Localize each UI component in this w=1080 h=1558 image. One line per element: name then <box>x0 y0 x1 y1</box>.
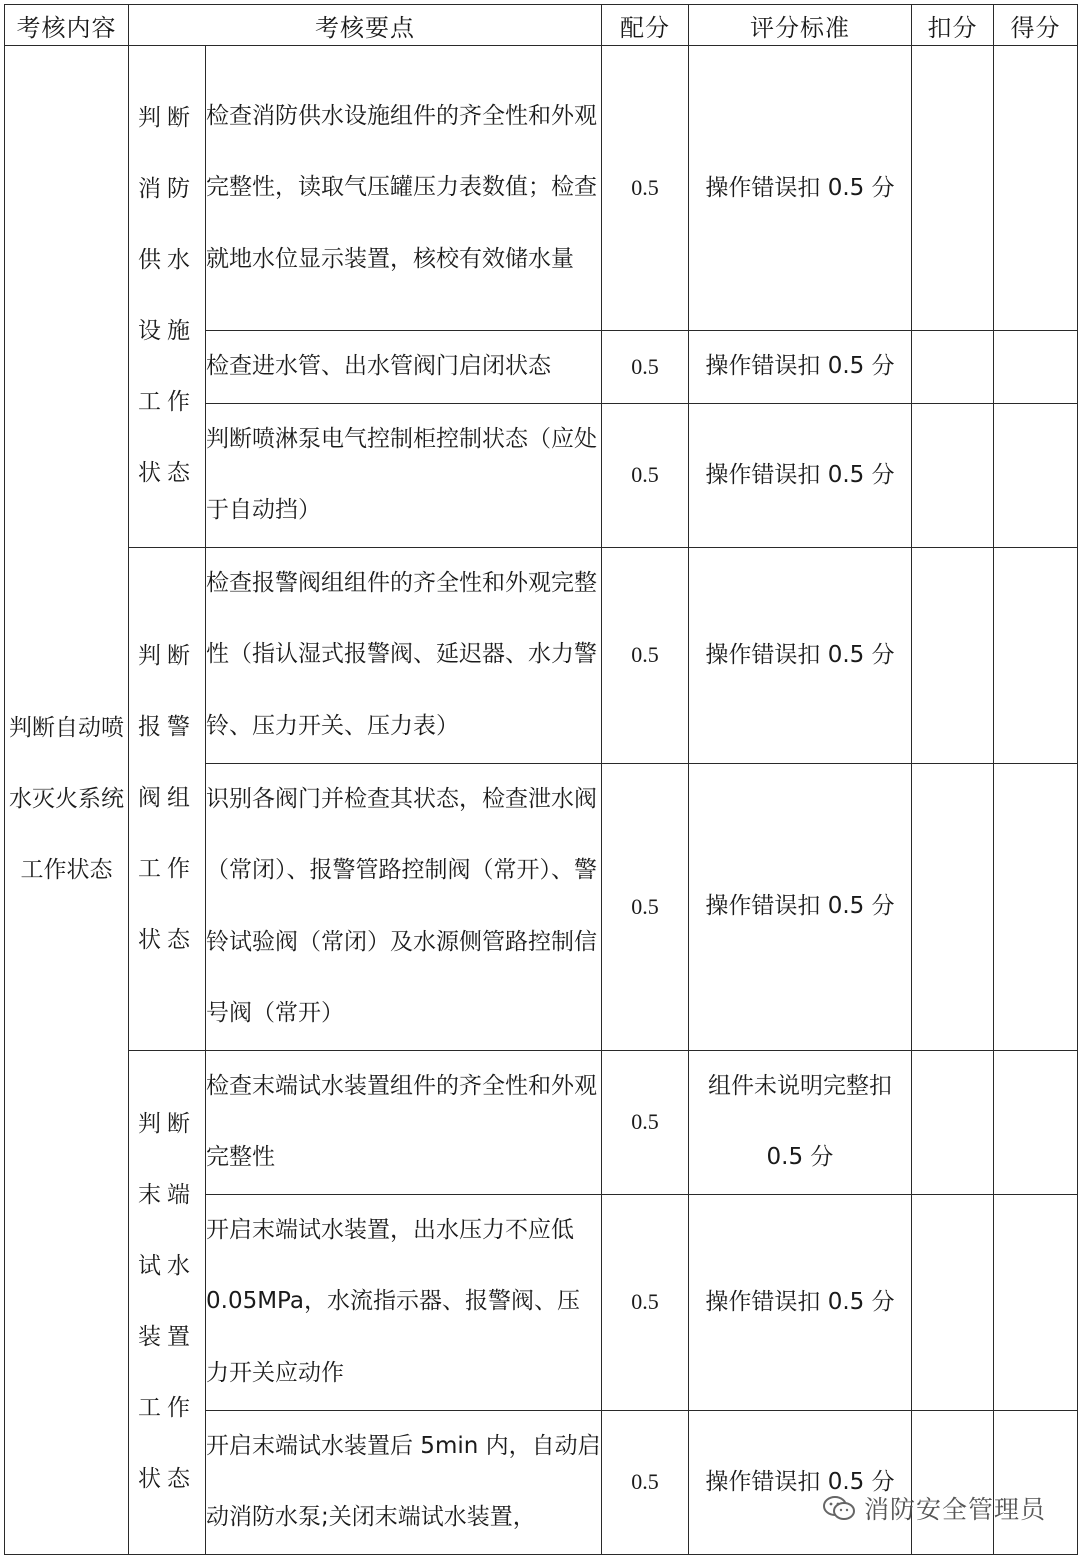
header-score: 配分 <box>602 5 689 46</box>
header-criteria: 评分标准 <box>689 5 912 46</box>
deduct-cell <box>912 1410 994 1554</box>
earned-cell <box>994 331 1078 404</box>
earned-cell <box>994 1194 1078 1410</box>
group-title: 判断消防供水设施工作状态 <box>129 46 206 548</box>
point-cell: 检查末端试水装置组件的齐全性和外观完整性 <box>206 1050 602 1194</box>
header-earned: 得分 <box>994 5 1078 46</box>
point-cell: 开启末端试水装置，出水压力不应低 0.05MPa，水流指示器、报警阀、压力开关应动作 <box>206 1194 602 1410</box>
table-row <box>5 547 1078 763</box>
deduct-cell <box>912 1194 994 1410</box>
point-cell: 识别各阀门并检查其状态，检查泄水阀（常闭）、报警管路控制阀（常开）、警铃试验阀（常闭）及水源侧管路控制信号阀（常开） <box>206 763 602 1050</box>
header-points: 考核要点 <box>129 5 602 46</box>
criteria-cell: 操作错误扣 0.5 分 <box>689 547 912 763</box>
point-cell: 检查报警阀组组件的齐全性和外观完整性（指认湿式报警阀、延迟器、水力警铃、压力开关、压力表） <box>206 547 602 763</box>
deduct-cell <box>912 547 994 763</box>
criteria-cell: 操作错误扣 0.5 分 <box>689 1194 912 1410</box>
table-row <box>5 1050 1078 1194</box>
earned-cell <box>994 403 1078 547</box>
score-cell: 0.5 <box>602 1050 689 1194</box>
assessment-table <box>4 4 1078 1555</box>
header-deduct: 扣分 <box>912 5 994 46</box>
earned-cell <box>994 763 1078 1050</box>
criteria-cell: 操作错误扣 0.5 分 <box>689 403 912 547</box>
deduct-cell <box>912 331 994 404</box>
point-cell: 判断喷淋泵电气控制柜控制状态（应处于自动挡） <box>206 403 602 547</box>
header-content: 考核内容 <box>5 5 129 46</box>
earned-cell <box>994 547 1078 763</box>
criteria-cell: 操作错误扣 0.5 分 <box>689 331 912 404</box>
deduct-cell <box>912 763 994 1050</box>
point-cell: 检查消防供水设施组件的齐全性和外观完整性，读取气压罐压力表数值；检查就地水位显示装置，核校有效储水量 <box>206 46 602 331</box>
score-cell: 0.5 <box>602 763 689 1050</box>
criteria-cell: 组件未说明完整扣 0.5 分 <box>689 1050 912 1194</box>
deduct-cell <box>912 1050 994 1194</box>
score-cell: 0.5 <box>602 1194 689 1410</box>
score-cell: 0.5 <box>602 331 689 404</box>
criteria-cell: 操作错误扣 0.5 分 <box>689 763 912 1050</box>
group-title: 判断报警阀组工作状态 <box>129 547 206 1050</box>
earned-cell <box>994 46 1078 331</box>
score-cell: 0.5 <box>602 403 689 547</box>
header-row <box>5 5 1078 46</box>
watermark-text: 消防安全管理员 <box>863 1495 1046 1524</box>
point-cell: 开启末端试水装置后 5min 内，自动启动消防水泵;关闭末端试水装置， <box>206 1410 602 1554</box>
criteria-cell: 操作错误扣 0.5 分 <box>689 46 912 331</box>
deduct-cell <box>912 46 994 331</box>
point-cell: 检查进水管、出水管阀门启闭状态 <box>206 331 602 404</box>
content-cell: 判断自动喷水灭火系统工作状态 <box>5 46 129 1555</box>
watermark <box>822 1490 1046 1526</box>
criteria-cell: 操作错误扣 0.5 分 <box>689 1410 912 1554</box>
table-row <box>5 46 1078 331</box>
group-title: 判断末端试水装置工作状态 <box>129 1050 206 1554</box>
earned-cell <box>994 1410 1078 1554</box>
wechat-icon <box>822 1495 856 1521</box>
deduct-cell <box>912 403 994 547</box>
score-cell: 0.5 <box>602 1410 689 1554</box>
score-cell: 0.5 <box>602 547 689 763</box>
earned-cell <box>994 1050 1078 1194</box>
score-cell: 0.5 <box>602 46 689 331</box>
